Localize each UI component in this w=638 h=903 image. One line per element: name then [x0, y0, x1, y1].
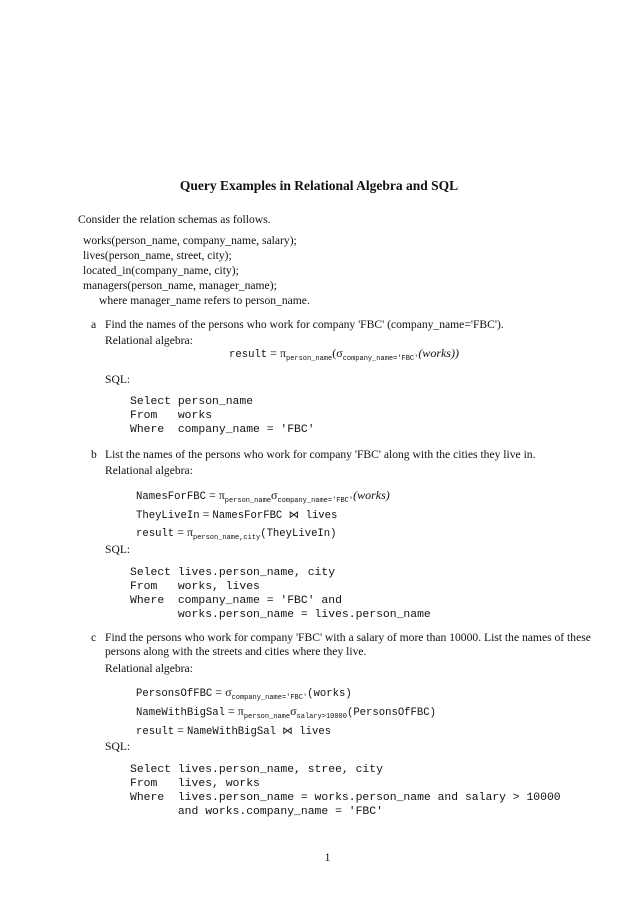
- query-c-algebra-expr: PersonsOfFBC = σcompany_name='FBC'(works) NameWithBigSal = πperson_nameσsalary>10000(PersonsOfFBC) result = NameWithBigSal ⋈ lives: [136, 685, 436, 738]
- sql-line: Where company_name = 'FBC': [130, 424, 315, 436]
- algebra-rhs: (PersonsOfFBC): [346, 707, 436, 719]
- sql-line: From works: [130, 410, 213, 422]
- algebra-lhs: result: [136, 726, 175, 738]
- intro-text: Consider the relation schemas as follows.: [78, 213, 271, 226]
- sql-line: works.person_name = lives.person_name: [130, 609, 431, 621]
- algebra-lhs: PersonsOfFBC: [136, 688, 213, 700]
- query-b-text: List the names of the persons who work for company 'FBC' along with the cities they live in.: [105, 448, 536, 461]
- schema-managers: managers(person_name, manager_name);: [83, 279, 277, 292]
- query-b-sql-label: SQL:: [105, 543, 131, 556]
- sql-line: Select lives.person_name, city: [130, 567, 336, 579]
- sql-line: From works, lives: [130, 581, 260, 593]
- algebra-rhs: NameWithBigSal ⋈ lives: [186, 726, 332, 738]
- schema-lives: lives(person_name, street, city);: [83, 249, 232, 262]
- query-a-sql-code: [130, 395, 315, 437]
- algebra-arg: (works)): [418, 346, 459, 360]
- sql-line: and works.company_name = 'FBC': [130, 806, 383, 818]
- algebra-subscript: person_name: [224, 497, 271, 505]
- query-b-algebra-expr: NamesForFBC = πperson_nameσcompany_name='FBC'(works) TheyLiveIn = NamesForFBC ⋈ lives result = πperson_name,city(TheyLiveIn): [136, 488, 390, 542]
- query-a-letter: a: [91, 318, 97, 331]
- sql-line: Where lives.person_name = works.person_name and salary > 10000: [130, 792, 561, 804]
- pi-symbol: π: [218, 488, 225, 502]
- query-b-sql-code: [130, 566, 431, 622]
- pi-symbol: π: [237, 704, 244, 718]
- algebra-subscript: company_name='FBC': [342, 355, 419, 363]
- sigma-symbol: σ: [225, 685, 232, 699]
- algebra-rhs: NamesForFBC ⋈ lives: [212, 510, 338, 522]
- sigma-symbol: σ: [290, 704, 297, 718]
- algebra-rhs: (TheyLiveIn): [260, 528, 337, 540]
- sigma-symbol: (σ: [332, 346, 343, 360]
- algebra-subscript: person_name,city: [193, 534, 261, 542]
- schema-note: where manager_name refers to person_name.: [99, 294, 310, 307]
- query-c-sql-code: [130, 763, 561, 819]
- query-c-text-line1: Find the persons who work for company 'FBC' with a salary of more than 10000. List the names of these: [105, 631, 591, 644]
- query-c-algebra-label: Relational algebra:: [105, 662, 193, 675]
- query-c-letter: c: [91, 631, 97, 644]
- algebra-lhs: NameWithBigSal: [136, 707, 226, 719]
- algebra-arg: (works): [353, 488, 390, 502]
- algebra-rhs: (works): [307, 688, 352, 700]
- sigma-symbol: σ: [271, 488, 278, 502]
- algebra-lhs: NamesForFBC: [136, 491, 206, 503]
- query-b-letter: b: [91, 448, 97, 461]
- query-c-text-line2: persons along with the streets and cities where they live.: [105, 645, 367, 658]
- sql-line: Select person_name: [130, 396, 254, 408]
- pi-symbol: π: [186, 525, 193, 539]
- algebra-subscript: company_name='FBC': [277, 497, 354, 505]
- query-a-text: Find the names of the persons who work for company 'FBC' (company_name='FBC').: [105, 318, 504, 331]
- algebra-lhs: TheyLiveIn: [136, 510, 200, 522]
- sql-line: Where company_name = 'FBC' and: [130, 595, 342, 607]
- algebra-lhs: result: [136, 528, 175, 540]
- sql-line: Select lives.person_name, stree, city: [130, 764, 383, 776]
- schema-works: works(person_name, company_name, salary);: [83, 234, 297, 247]
- query-a-algebra-label: Relational algebra:: [105, 334, 193, 347]
- algebra-subscript: salary>10000: [296, 713, 347, 721]
- schema-located-in: located_in(company_name, city);: [83, 264, 239, 277]
- algebra-subscript: company_name='FBC': [231, 694, 308, 702]
- algebra-subscript: person_name: [286, 355, 333, 363]
- sql-line: From lives, works: [130, 778, 260, 790]
- query-a-sql-label: SQL:: [105, 373, 131, 386]
- algebra-lhs: result: [229, 349, 268, 361]
- query-b-algebra-label: Relational algebra:: [105, 464, 193, 477]
- page-number: 1: [324, 851, 331, 864]
- pi-symbol: π: [279, 346, 286, 360]
- query-a-algebra-expr: result = πperson_name(σcompany_name='FBC'(works)): [229, 346, 459, 363]
- page-title: Query Examples in Relational Algebra and SQL: [179, 178, 459, 193]
- query-c-sql-label: SQL:: [105, 740, 131, 753]
- algebra-subscript: person_name: [243, 713, 291, 721]
